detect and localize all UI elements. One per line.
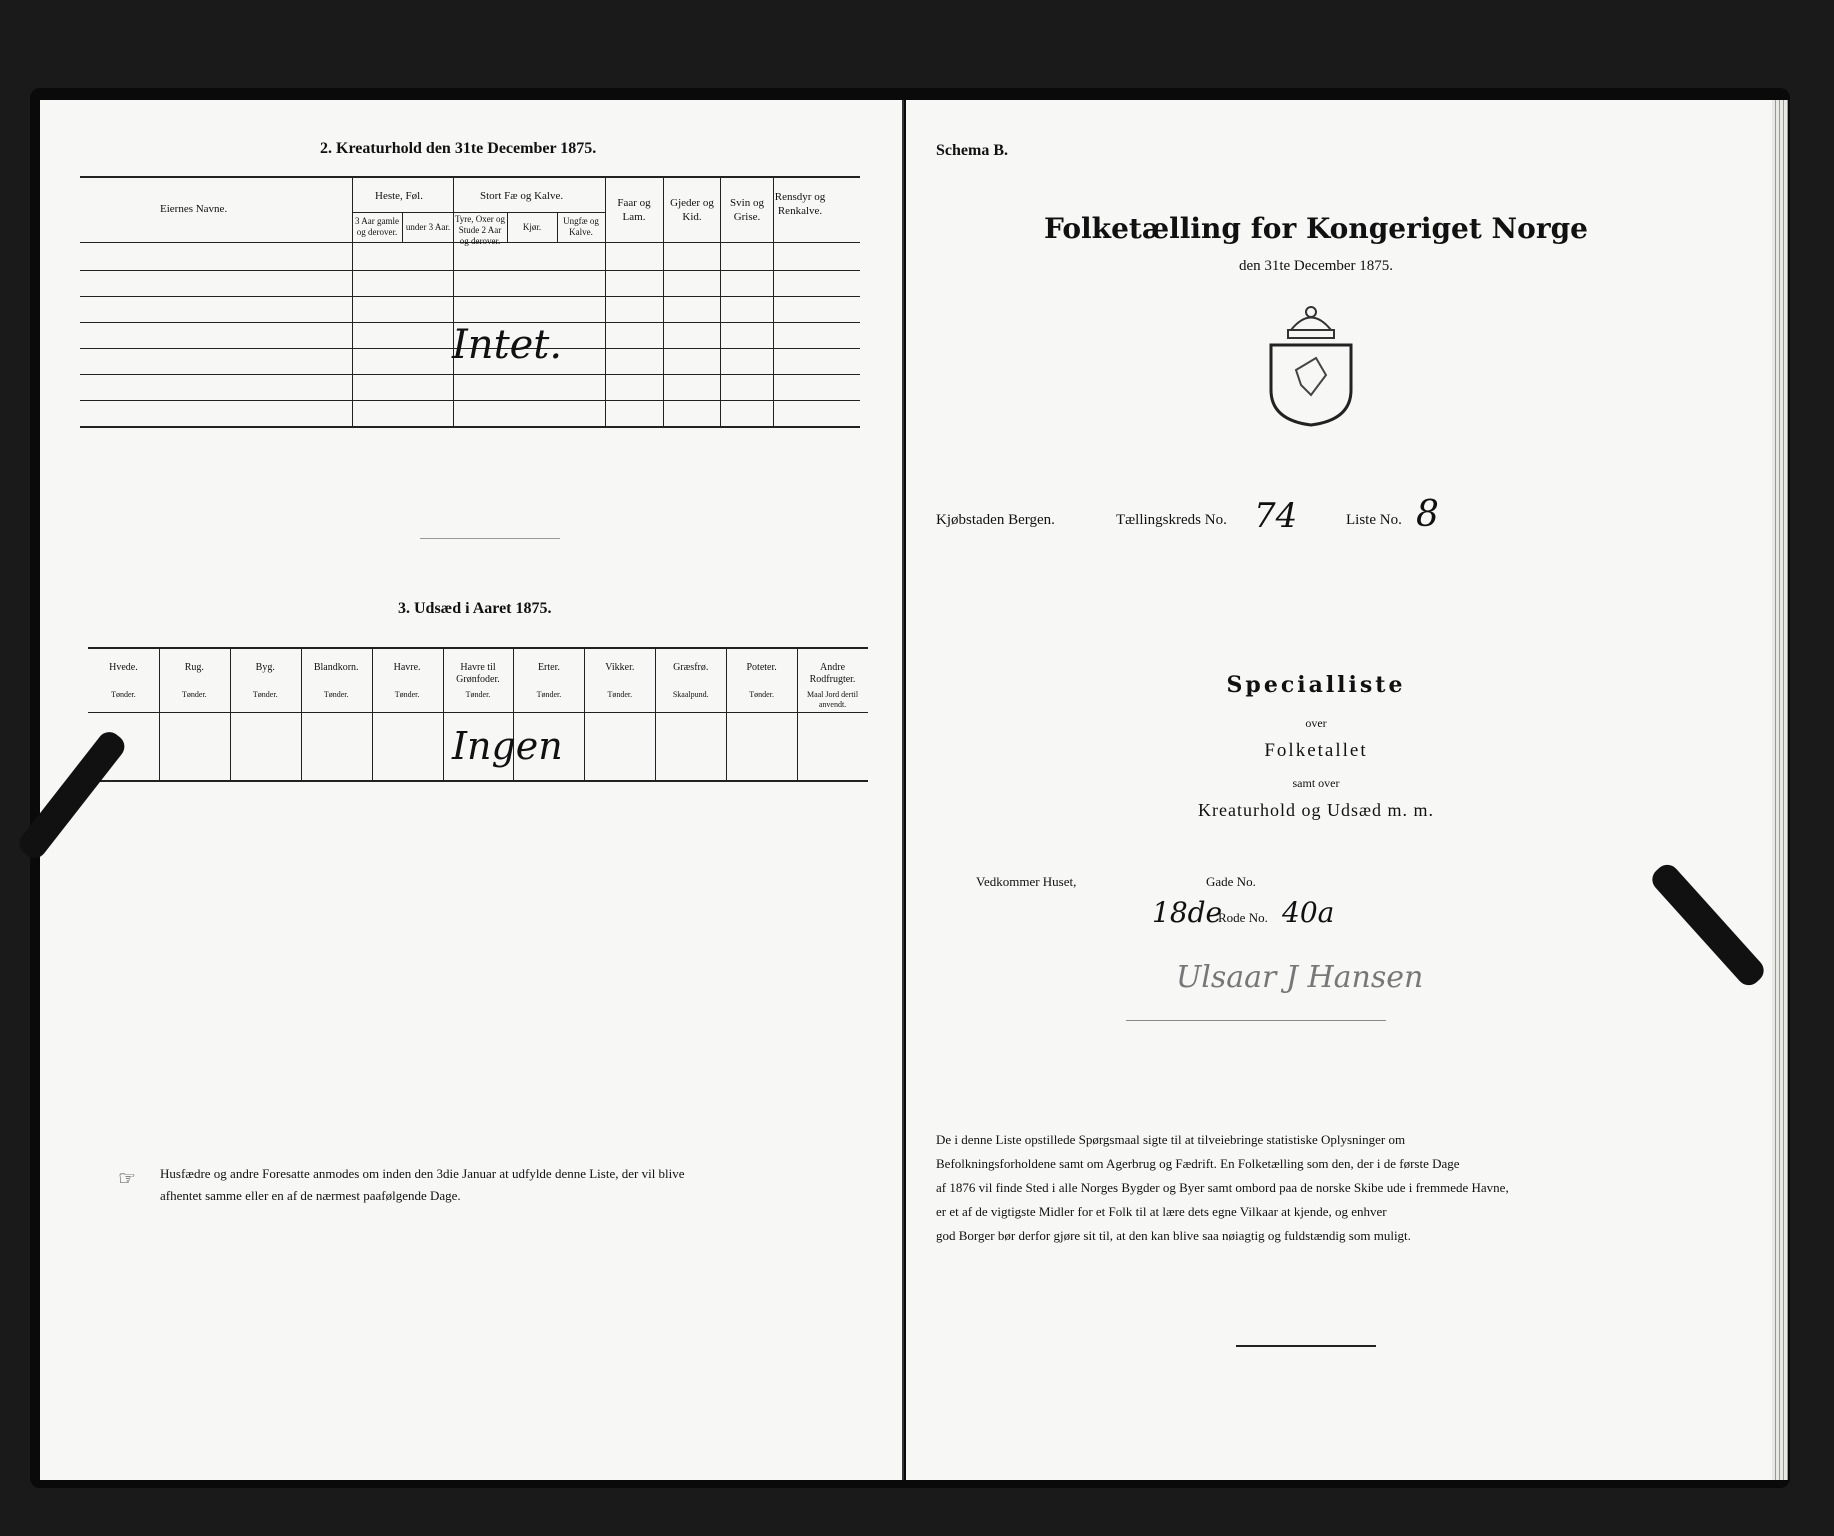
kjobstad-label: Kjøbstaden Bergen. (936, 512, 1055, 528)
sowing-entry: Ingen (452, 724, 563, 768)
sowing-col-name: Græsfrø. (673, 662, 709, 673)
owner-col-header: Eiernes Navne. (160, 203, 228, 215)
sowing-col-unit: Tønder. (182, 690, 207, 699)
sowing-col-unit: Tønder. (323, 690, 349, 699)
sowing-col-name: Havre til Grønfoder. (456, 662, 500, 685)
heste-sub1: 3 Aar gamle og derover. (355, 216, 399, 237)
sowing-col-unit: Tønder. (749, 690, 774, 699)
stort-sub2: Kjør. (522, 222, 542, 232)
rode-prefix: 18de (1152, 896, 1223, 929)
svin-header: Svin og Grise. (730, 197, 764, 223)
paragraph-line: er et af de vigtigste Midler for et Folk til at lære dets egne Vilkaar at kjende, og enhver (936, 1204, 1387, 1219)
left-page (40, 100, 904, 1480)
gjeder-header: Gjeder og Kid. (670, 197, 714, 223)
gade-label: Gade No. (1206, 874, 1256, 889)
sowing-col-unit: Tønder. (465, 690, 491, 699)
schema-label: Schema B. (936, 142, 1008, 159)
right-page (906, 100, 1772, 1480)
stort-sub3: Ungfæ og Kalve. (563, 216, 599, 237)
title-date: den 31te December 1875. (1238, 258, 1394, 274)
heste-sub2: under 3 Aar. (405, 222, 451, 232)
sowing-col-divider (584, 647, 585, 780)
paragraph-line: god Borger bør derfor gjøre sit til, at den kan blive saa nøiagtig og fuldstændig som muligt. (936, 1228, 1411, 1243)
heste-header: Heste, Føl. (375, 190, 423, 202)
sowing-col-name: Byg. (255, 662, 275, 673)
faar-header: Faar og Lam. (617, 197, 651, 223)
sowing-col-divider (726, 647, 727, 780)
rensdyr-header: Rensdyr og Renkalve. (774, 191, 826, 217)
sowing-col-unit: Tønder. (536, 690, 562, 699)
sowing-col-name: Andre Rodfrugter. (809, 662, 856, 685)
paragraph-line: af 1876 vil finde Sted i alle Norges Bygder og Byer samt ombord paa de norske Skibe ude i fremmede Havne, (936, 1180, 1509, 1195)
sowing-col-name: Poteter. (746, 662, 777, 673)
owner-signature: Ulsaar J Hansen (1176, 960, 1424, 995)
rode-label: Rode No. (1218, 910, 1268, 925)
sowing-col-divider (797, 647, 798, 780)
section2-title: 2. Kreaturhold den 31te December 1875. (320, 140, 597, 157)
over-label: over (1305, 716, 1327, 730)
main-title: Folketælling for Kongeriget Norge (1044, 212, 1588, 245)
notice-line2: afhentet samme eller en af de nærmest paafølgende Dage. (160, 1188, 461, 1203)
rode-value: 40a (1282, 896, 1335, 929)
liste-value: 8 (1416, 494, 1439, 535)
stort-header: Stort Fæ og Kalve. (480, 190, 564, 202)
sowing-col-name: Havre. (393, 662, 421, 673)
sowing-col-divider (159, 647, 160, 780)
sowing-col-name: Erter. (537, 662, 560, 673)
sowing-col-name: Vikker. (605, 662, 635, 673)
sowing-col-unit: Tønder. (607, 690, 633, 699)
sowing-col-divider (655, 647, 656, 780)
notice-line1: Husfædre og andre Foresatte anmodes om inden den 3die Januar at udfylde denne Liste, der vil blive (160, 1166, 685, 1181)
sowing-col-unit: Tønder. (394, 690, 420, 699)
sowing-col-unit: Skaalpund. (672, 690, 709, 699)
specialliste-title: Specialliste (1226, 672, 1406, 698)
folketallet-label: Folketallet (1264, 740, 1368, 761)
sowing-col-name: Rug. (184, 662, 204, 673)
sowing-col-divider (443, 647, 444, 780)
livestock-entry: Intet. (452, 322, 563, 368)
pointing-hand-icon: ☞ (118, 1168, 136, 1190)
sowing-col-unit: Tønder. (111, 690, 136, 699)
kreds-label: Tællingskreds No. (1116, 512, 1227, 528)
vedkommer-label: Vedkommer Huset, (976, 874, 1077, 889)
kreds-value: 74 (1254, 496, 1298, 536)
stort-sub1: Tyre, Oxer og Stude 2 Aar og derover. (454, 214, 506, 246)
kreatur-label: Kreaturhold og Udsæd m. m. (1198, 800, 1434, 820)
liste-label: Liste No. (1346, 512, 1402, 528)
sowing-col-divider (301, 647, 302, 780)
sowing-col-unit: Maal Jord dertil anvendt. (806, 690, 859, 709)
sowing-col-name: Hvede. (109, 662, 138, 673)
sowing-col-divider (372, 647, 373, 780)
paragraph-line: Befolkningsforholdene samt om Agerbrug og Fædrift. En Folketælling som den, der i de første Dage (936, 1156, 1460, 1171)
samt-label: samt over (1292, 776, 1340, 790)
paragraph-line: De i denne Liste opstillede Spørgsmaal sigte til at tilveiebringe statistiske Oplysninger om (936, 1132, 1406, 1147)
instructions-paragraph (936, 1128, 1756, 1248)
sowing-col-unit: Tønder. (252, 690, 278, 699)
section3-title: 3. Udsæd i Aaret 1875. (398, 600, 552, 617)
sowing-col-name: Blandkorn. (313, 662, 359, 673)
coat-of-arms-icon (1256, 300, 1366, 430)
sowing-col-divider (230, 647, 231, 780)
